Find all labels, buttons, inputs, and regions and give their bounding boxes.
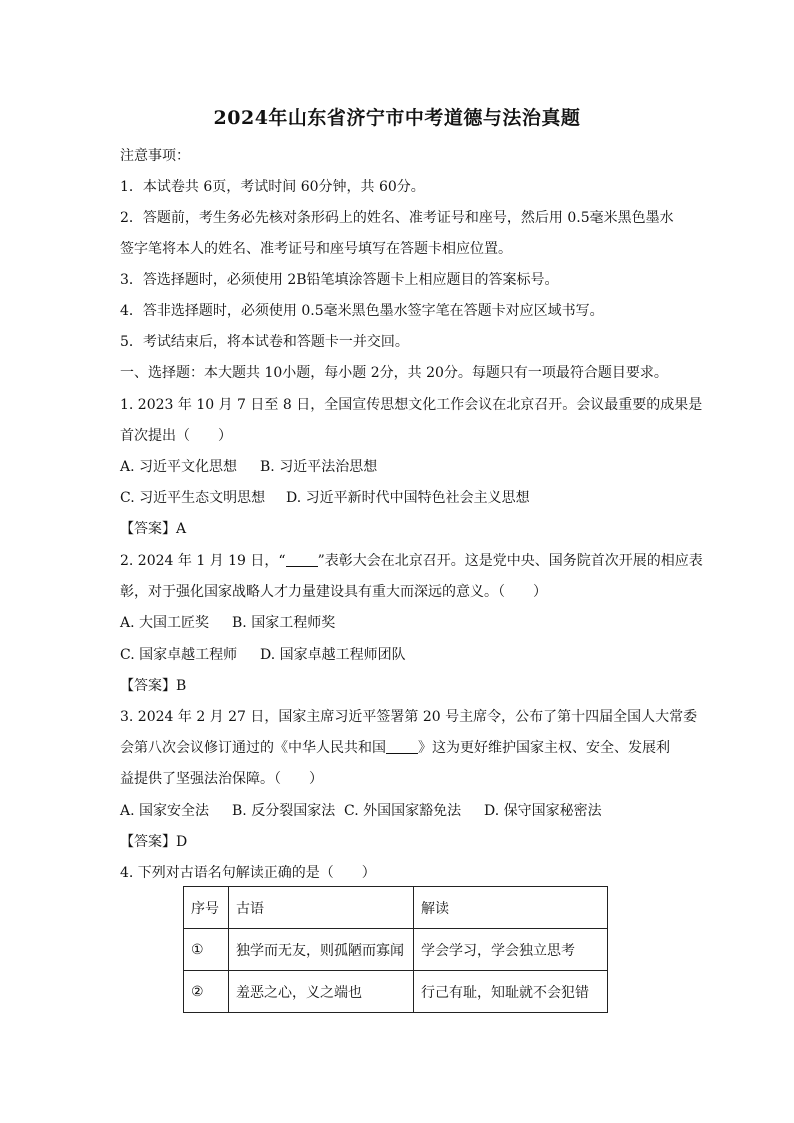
q2-answer: 【答案】B — [120, 678, 187, 694]
fill-blank — [286, 552, 318, 567]
q3-stem-line2 — [120, 738, 680, 758]
q1-stem-line2: 首次提出（ ） — [120, 428, 232, 444]
table-header-row — [184, 887, 608, 929]
table-cell: ② — [184, 971, 229, 1013]
q1-options-row2 — [120, 488, 530, 508]
notice-item: 签字笔将本人的姓名、准考证号和座号填写在答题卡相应位置。 — [120, 241, 512, 257]
q4-stem: 4. 下列对古语名句解读正确的是（ ） — [120, 865, 376, 881]
table-header-cell: 古语 — [229, 887, 414, 929]
table-header-cell: 解读 — [414, 887, 608, 929]
q4-table — [183, 886, 608, 1013]
q2-option-b: B. 国家工程师奖 — [232, 615, 336, 631]
q1-option-c: C. 习近平生态文明思想 — [120, 490, 266, 506]
q2-options-row1 — [120, 613, 335, 633]
q2-option-c: C. 国家卓越工程师 — [120, 647, 238, 663]
q2-stem-prefix: 2. 2024 年 1 月 19 日，“ — [120, 553, 286, 569]
q3-option-b: B. 反分裂国家法 — [232, 803, 336, 819]
q1-option-a: A. 习近平文化思想 — [120, 459, 238, 475]
q3-option-c: C. 外国国家豁免法 — [344, 803, 462, 819]
q2-stem-line1 — [120, 551, 703, 571]
q3-option-d: D. 保守国家秘密法 — [484, 803, 602, 819]
notice-header: 注意事项： — [120, 148, 190, 164]
q3-answer: 【答案】D — [120, 834, 188, 850]
table-cell: 独学而无友，则孤陋而寡闻 — [229, 929, 414, 971]
notice-item: 4．答非选择题时，必须使用 0.5毫米黑色墨水签字笔在答题卡对应区域书写。 — [120, 303, 604, 319]
table-cell: 羞恶之心，义之端也 — [229, 971, 414, 1013]
page-title: 2024年山东省济宁市中考道德与法治真题 — [213, 107, 581, 129]
q2-stem-line2: 彰，对于强化国家战略人才力量建设具有重大而深远的意义。（ ） — [120, 584, 547, 600]
q3-stem-suffix: 》这为更好维护国家主权、安全、发展利 — [418, 740, 670, 756]
notice-item: 2．答题前，考生务必先核对条形码上的姓名、准考证号和座号，然后用 0.5毫米黑色墨水 — [120, 210, 674, 226]
q1-option-d: D. 习近平新时代中国特色社会主义思想 — [286, 490, 530, 506]
section-heading: 一、选择题：本大题共 10小题，每小题 2分，共 20分。每题只有一项最符合题目要求。 — [120, 365, 668, 381]
notice-item: 1．本试卷共 6页，考试时间 60分钟，共 60分。 — [120, 179, 425, 195]
table-row — [184, 971, 608, 1013]
q1-stem-line1: 1. 2023 年 10 月 7 日至 8 日，全国宣传思想文化工作会议在北京召开。会议最重要的成果是 — [120, 397, 703, 413]
notice-item: 5．考试结束后，将本试卷和答题卡一并交回。 — [120, 334, 409, 350]
q3-stem-prefix: 会第八次会议修订通过的《中华人民共和国 — [120, 740, 386, 756]
table-cell: ① — [184, 929, 229, 971]
fill-blank — [386, 739, 418, 754]
q1-options-row1 — [120, 457, 377, 477]
q1-answer: 【答案】A — [120, 521, 187, 537]
q2-option-a: A. 大国工匠奖 — [120, 615, 210, 631]
q3-options-row — [120, 801, 602, 821]
table-cell: 学会学习，学会独立思考 — [414, 929, 608, 971]
table-header-cell: 序号 — [184, 887, 229, 929]
table-row — [184, 929, 608, 971]
q2-option-d: D. 国家卓越工程师团队 — [260, 647, 406, 663]
q1-option-b: B. 习近平法治思想 — [260, 459, 378, 475]
q2-stem-suffix: ”表彰大会在北京召开。这是党中央、国务院首次开展的相应表 — [317, 553, 703, 569]
notice-item: 3．答选择题时，必须使用 2B铅笔填涂答题卡上相应题目的答案标号。 — [120, 272, 559, 288]
q2-options-row2 — [120, 645, 406, 665]
q3-stem-line3: 益提供了坚强法治保障。（ ） — [120, 771, 323, 787]
q3-stem-line1: 3. 2024 年 2 月 27 日，国家主席习近平签署第 20 号主席令，公布了第十四届全国人大常委 — [120, 709, 698, 725]
q3-option-a: A. 国家安全法 — [120, 803, 210, 819]
table-cell: 行己有耻，知耻就不会犯错 — [414, 971, 608, 1013]
